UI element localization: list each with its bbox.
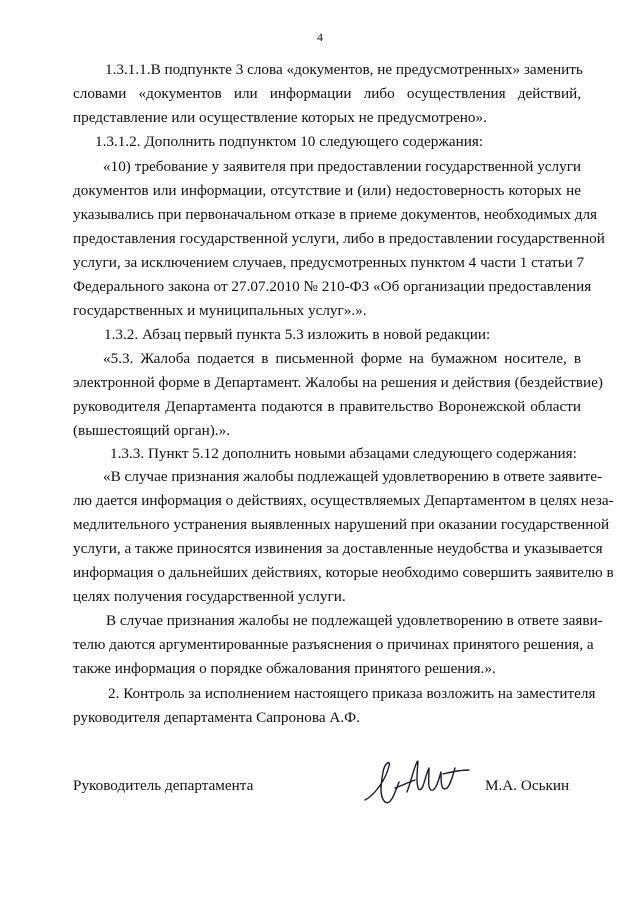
text-line: 1.3.3. Пункт 5.12 дополнить новыми абзацами следующего содержания: bbox=[110, 445, 577, 462]
text-line: документов или информации, отсутствие и (или) недостоверность которых не bbox=[73, 182, 581, 199]
text-line: 2. Контроль за исполнением настоящего приказа возложить на заместителя bbox=[108, 685, 596, 702]
text-line: руководителя Департамента подаются в правительство Воронежской области bbox=[73, 398, 581, 415]
text-line: «5.3. Жалоба подается в письменной форме на бумажном носителе, в bbox=[103, 350, 581, 367]
text-line: лю дается информация о действиях, осуществляемых Департаментом в целях неза- bbox=[73, 492, 614, 509]
text-line: представление или осуществление которых не предусмотрено». bbox=[73, 109, 487, 126]
text-line: услуги, за исключением случаев, предусмотренных пунктом 4 части 1 статьи 7 bbox=[73, 254, 585, 271]
text-line: 1.3.2. Абзац первый пункта 5.3 изложить в новой редакции: bbox=[104, 326, 491, 343]
text-line: 1.3.1.1.В подпункте 3 слова «документов, не предусмотренных» заменить bbox=[105, 61, 583, 78]
signatory-name: М.А. Оськин bbox=[485, 777, 570, 794]
text-line: «10) требование у заявителя при предоставлении государственной услуги bbox=[103, 158, 582, 175]
text-line: «В случае признания жалобы подлежащей удовлетворению в ответе заявите- bbox=[103, 468, 603, 485]
text-line: (вышестоящий орган).». bbox=[73, 422, 230, 439]
handwritten-signature bbox=[355, 752, 475, 812]
text-line: В случае признания жалобы не подлежащей удовлетворению в ответе заяви- bbox=[106, 612, 603, 629]
text-line: руководителя департамента Сапронова А.Ф. bbox=[73, 709, 360, 726]
text-line: информация о дальнейших действиях, которые необходимо совершить заявителю в bbox=[73, 564, 614, 581]
text-line: Федерального закона от 27.07.2010 № 210-ФЗ «Об организации предоставления bbox=[73, 278, 592, 295]
text-line: словами «документов или информации либо осуществления действий, bbox=[73, 85, 581, 102]
text-line: предоставления государственной услуги, либо в предоставлении государственной bbox=[73, 230, 605, 247]
text-line: государственных и муниципальных услуг».». bbox=[73, 302, 367, 319]
text-line: электронной форме в Департамент. Жалобы на решения и действия (бездействие) bbox=[73, 374, 603, 391]
text-line: 1.3.1.2. Дополнить подпунктом 10 следующего содержания: bbox=[95, 133, 484, 150]
text-line: указывались при первоначальном отказе в приеме документов, необходимых для bbox=[73, 206, 598, 223]
text-line: услуги, а также приносятся извинения за доставленные неудобства и указывается bbox=[73, 540, 603, 557]
signatory-position: Руководитель департамента bbox=[73, 777, 254, 794]
text-line: целях получения государственной услуги. bbox=[73, 588, 346, 605]
text-line: медлительного устранения выявленных нарушений при оказании государственной bbox=[73, 516, 610, 533]
text-line: также информация о порядке обжалования принятого решения.». bbox=[73, 660, 496, 677]
text-line: телю даются аргументированные разъяснения о причинах принятого решения, а bbox=[73, 636, 594, 653]
page-number: 4 bbox=[317, 30, 323, 44]
